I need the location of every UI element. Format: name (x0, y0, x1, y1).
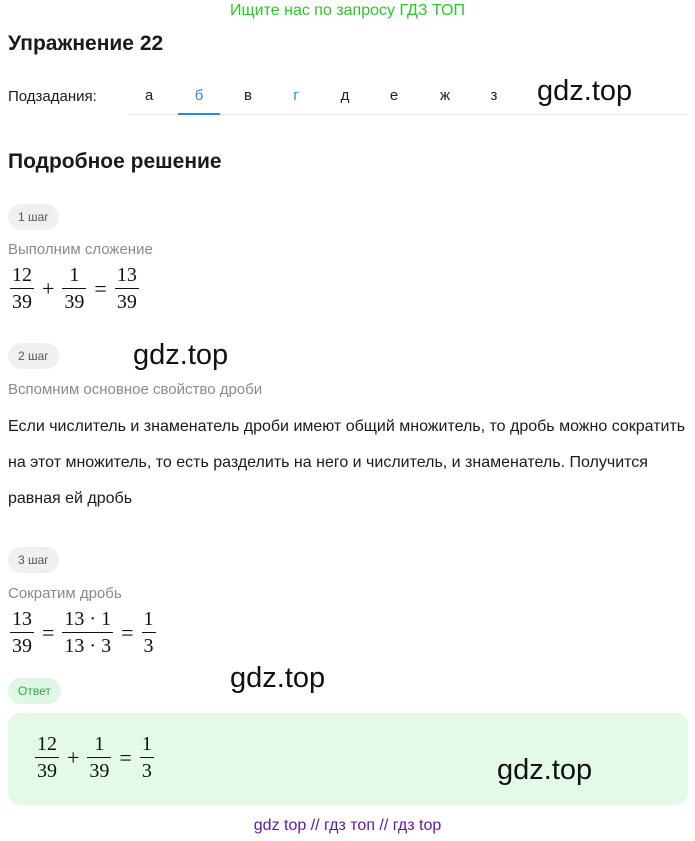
equals-sign: = (119, 744, 132, 770)
step-hint: Сократим дробь (8, 585, 122, 602)
equals-sign: = (121, 619, 134, 645)
fraction: $\frac{1}{39}$ (64, 264, 85, 313)
answer-badge: Ответ (8, 678, 61, 704)
exercise-title: Упражнение 22 (8, 32, 164, 55)
solution-heading: Подробное решение (8, 150, 222, 173)
subtasks-label: Подзадания: (8, 88, 97, 105)
watermark: gdz.top (497, 754, 593, 786)
step-explanation: Если числитель и знаменатель дроби имеют общий множитель, то дробь можно сократить на этот множитель, то есть разделить на него и числитель, и знаменатель. Получится равная ей дробь (8, 418, 686, 507)
footer-links[interactable]: gdz top // гдз топ // гдз top (253, 817, 442, 834)
fraction: $\frac{13}{39}$ (12, 608, 32, 657)
fraction: $\frac{13 \cdot 1}{13 \cdot 3}$ (64, 608, 112, 657)
equals-sign: = (42, 619, 55, 645)
equals-sign: = (94, 275, 107, 301)
fraction: $\frac{12}{39}$ (12, 264, 32, 313)
fraction: $\frac{13}{39}$ (116, 264, 137, 313)
step-hint: Вспомним основное свойство дроби (8, 381, 263, 398)
step-badge: 2 шаг (8, 343, 59, 369)
fraction: $\frac{1}{3}$ (141, 733, 152, 782)
fraction: $\frac{1}{3}$ (143, 608, 154, 657)
fraction: $\frac{1}{39}$ (89, 733, 110, 782)
subtask-tab-d[interactable]: д (340, 87, 350, 104)
step-badge: 1 шаг (8, 204, 59, 230)
subtask-tab-zh[interactable]: ж (439, 87, 451, 104)
subtask-tab-b[interactable]: б (178, 76, 220, 115)
plus-sign: + (42, 275, 55, 301)
subtask-tab-a[interactable]: а (144, 87, 154, 104)
subtask-tab-e[interactable]: е (389, 87, 399, 104)
watermark: gdz.top (133, 339, 229, 371)
plus-sign: + (67, 744, 80, 770)
step-badge: 3 шаг (8, 547, 59, 573)
step1-formula (8, 264, 141, 313)
subtask-tab-z[interactable]: з (490, 87, 498, 104)
answer-formula (33, 733, 156, 782)
promo-banner-link[interactable]: Ищите нас по запросу ГДЗ ТОП (230, 2, 465, 19)
fraction: $\frac{12}{39}$ (37, 733, 57, 782)
watermark: gdz.top (537, 75, 633, 107)
watermark: gdz.top (230, 662, 326, 694)
step-hint: Выполним сложение (8, 241, 153, 258)
step3-formula (8, 608, 158, 657)
subtask-tab-g[interactable]: г (293, 87, 299, 104)
subtask-tab-v[interactable]: в (244, 87, 252, 104)
